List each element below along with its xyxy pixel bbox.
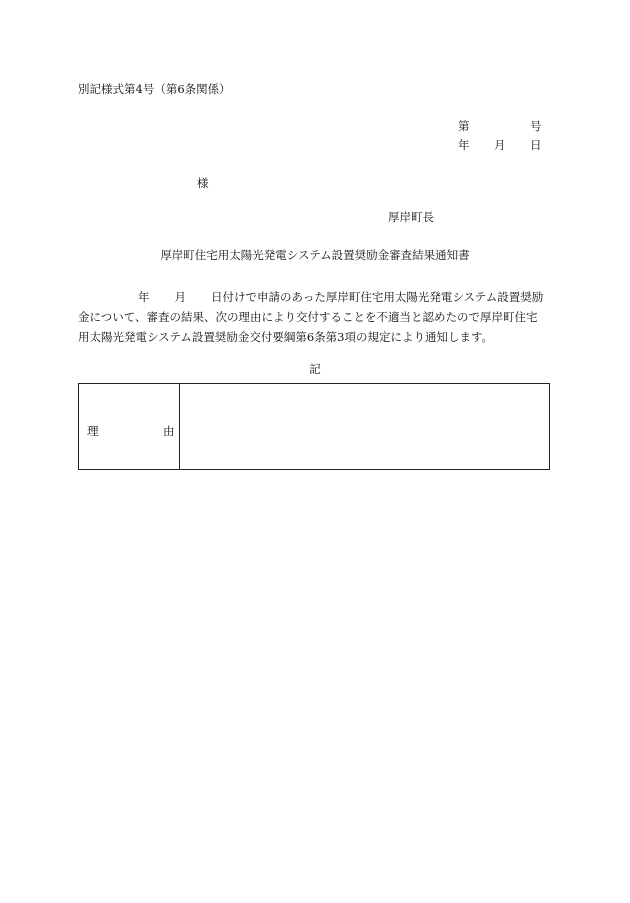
date-day: 日 [530,138,542,152]
sender: 厚岸町長 [388,210,434,224]
body-line-2: 金について、審査の結果、次の理由により交付することを不適当と認めたので厚岸町住宅 [78,310,538,324]
document-title: 厚岸町住宅用太陽光発電システム設置奨励金審査結果通知書 [160,248,470,262]
reason-label-char-1: 理 [87,424,99,438]
date-year: 年 [458,138,470,152]
document-number-prefix: 第 [458,119,470,133]
document-number-suffix: 号 [530,119,542,133]
body-month: 月 [174,290,186,304]
ki-label: 記 [309,362,321,376]
body-line-1-text: 日付けで申請のあった厚岸町住宅用太陽光発電システム設置奨励 [211,290,544,304]
reason-label-cell [79,384,180,469]
body-year: 年 [138,290,150,304]
body-text [78,287,558,347]
body-line-3: 用太陽光発電システム設置奨励金交付要綱第6条第3項の規定により通知します。 [78,330,494,344]
addressee: 様 [197,176,209,190]
reason-label-char-2: 由 [163,424,175,438]
form-label: 別記様式第4号（第6条関係） [78,82,231,96]
date-month: 月 [494,138,506,152]
reason-value-cell [180,384,549,469]
body-line-1 [78,287,558,307]
reason-table [78,383,550,470]
